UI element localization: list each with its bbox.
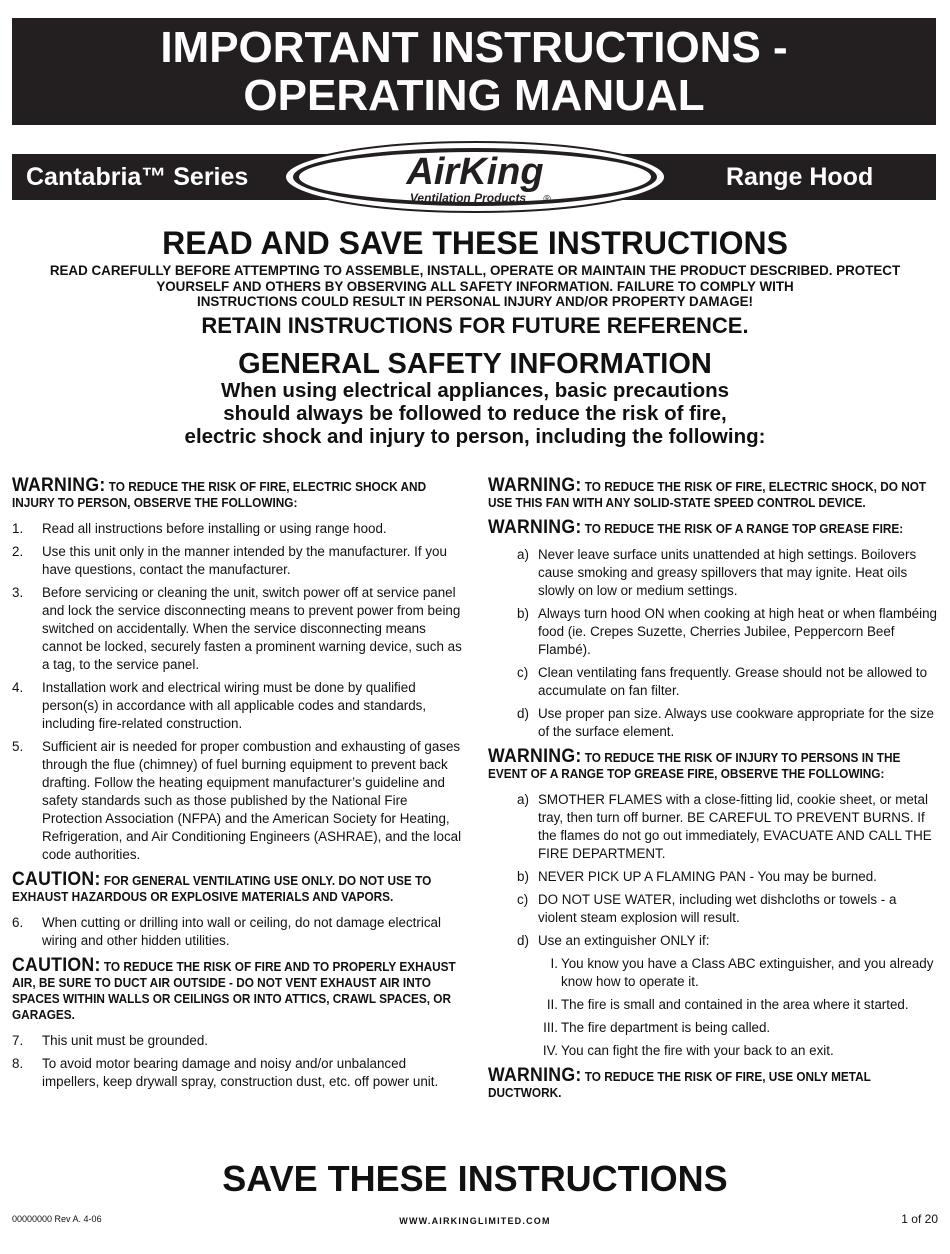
list-item (12, 543, 462, 579)
caution-label: CAUTION: (12, 869, 101, 890)
caution-ventilating-use (12, 869, 462, 905)
list-item (488, 1042, 938, 1060)
list-item-number: d) (517, 933, 529, 948)
caution-duct-outside (12, 955, 462, 1023)
list-item-number: a) (517, 547, 529, 562)
list-item (488, 932, 938, 950)
list-item (488, 868, 938, 886)
list-item-number: a) (517, 792, 529, 807)
intro-line-3: electric shock and injury to person, including the following: (184, 425, 766, 448)
list-item (488, 605, 938, 659)
list-item-text: SMOTHER FLAMES with a close-fitting lid, cookie sheet, or metal tray, then turn off burner. BE CAREFUL TO PREVENT BURNS. If the flames do not go out immediately, EVACUATE AND CALL THE FIRE DEPARTMENT. (538, 792, 932, 861)
list-item-number: 4. (12, 680, 24, 695)
warning-fire-shock-injury (12, 475, 462, 511)
notice-line-2: YOURSELF AND OTHERS BY OBSERVING ALL SAFETY INFORMATION. FAILURE TO COMPLY WITH (156, 278, 794, 294)
caution-text: TO REDUCE THE RISK OF FIRE AND TO PROPERLY EXHAUST AIR, BE SURE TO DUCT AIR OUTSIDE - DO NOT VENT EXHAUST AIR INTO SPACES WITHIN WALLS OR CEILINGS OR INTO ATTICS, CRAWL SPACES, OR GARAGES. (12, 960, 456, 1022)
list-item (488, 996, 938, 1014)
list-item-number: 2. (12, 544, 24, 559)
notice-line-3: INSTRUCTIONS COULD RESULT IN PERSONAL INJURY AND/OR PROPERTY DAMAGE! (197, 294, 753, 309)
logo-subtitle: Ventilation Products (409, 191, 527, 205)
list-item-text: To avoid motor bearing damage and noisy and/or unbalanced impellers, keep drywall spray, construction dust, etc. off power unit. (42, 1056, 439, 1089)
list-item (12, 584, 462, 674)
list-item (12, 738, 462, 864)
numbered-list-1 (12, 520, 462, 864)
logo-oval (283, 140, 667, 214)
warning-text: TO REDUCE THE RISK OF INJURY TO PERSONS IN THE EVENT OF A RANGE TOP GREASE FIRE, OBSERVE THE FOLLOWING: (488, 751, 901, 781)
list-item-text: You know you have a Class ABC extinguisher, and you already know how to operate it. (561, 956, 934, 989)
list-item-number: 8. (12, 1056, 24, 1071)
list-item-text: Clean ventilating fans frequently. Grease should not be allowed to accumulate on fan filter. (538, 665, 928, 698)
airking-logo (283, 140, 667, 214)
list-item-number: c) (517, 665, 529, 680)
product-type: Range Hood (726, 163, 874, 191)
list-item-number: I. (550, 956, 558, 971)
list-item (488, 891, 938, 927)
list-item (488, 546, 938, 600)
read-carefully-notice (12, 263, 938, 310)
warning-speed-control (488, 475, 938, 511)
list-item-number: 1. (12, 521, 24, 536)
intro-line-1: When using electrical appliances, basic precautions (220, 379, 730, 402)
warning-grease-fire (488, 517, 938, 538)
list-item-number: II. (546, 997, 558, 1012)
numbered-list-2 (12, 914, 462, 950)
page-number: 1 of 20 (901, 1212, 938, 1226)
list-item (12, 520, 462, 538)
warning-text: TO REDUCE THE RISK OF FIRE, ELECTRIC SHOCK, DO NOT USE THIS FAN WITH ANY SOLID-STATE SPEED CONTROL DEVICE. (488, 480, 927, 510)
title-line-2: OPERATING MANUAL (243, 70, 705, 120)
title-banner (12, 18, 936, 125)
list-item-number: III. (543, 1020, 558, 1035)
list-item-number: b) (517, 606, 529, 621)
warning-label: WARNING: (488, 746, 582, 767)
list-item-text: The fire department is being called. (561, 1020, 771, 1035)
warning-label: WARNING: (488, 475, 582, 496)
warning-label: WARNING: (488, 517, 582, 538)
series-name: Cantabria™ Series (26, 163, 249, 191)
list-item (488, 664, 938, 700)
list-item (488, 1019, 938, 1037)
read-save-heading: READ AND SAVE THESE INSTRUCTIONS (162, 225, 788, 261)
list-item (12, 914, 462, 950)
list-item (488, 955, 938, 991)
warning-text: TO REDUCE THE RISK OF A RANGE TOP GREASE FIRE: (581, 522, 904, 536)
list-item (488, 791, 938, 863)
list-item-text: NEVER PICK UP A FLAMING PAN - You may be burned. (538, 869, 877, 884)
list-item (12, 679, 462, 733)
general-safety-intro (0, 379, 950, 448)
list-item-number: c) (517, 892, 529, 907)
list-item-text: The fire is small and contained in the area where it started. (561, 997, 909, 1012)
list-item-text: Never leave surface units unattended at high settings. Boilovers cause smoking and greasy spillovers that may ignite. Heat oils slowly on low or medium settings. (538, 547, 917, 598)
extinguisher-conditions-list (488, 955, 938, 1060)
list-item-text: Use an extinguisher ONLY if: (538, 933, 710, 948)
list-item-text: Read all instructions before installing or using range hood. (42, 521, 387, 536)
list-item-text: This unit must be grounded. (42, 1033, 208, 1048)
list-item-number: 6. (12, 915, 24, 930)
list-item-number: 3. (12, 585, 24, 600)
title-line-1: IMPORTANT INSTRUCTIONS - (160, 22, 788, 72)
caution-text: FOR GENERAL VENTILATING USE ONLY. DO NOT USE TO EXHAUST HAZARDOUS OR EXPLOSIVE MATERIALS AND VAPORS. (12, 874, 432, 904)
list-item-text: Always turn hood ON when cooking at high heat or when flambéing food (ie. Crepes Suzette, Cherries Jubilee, Peppercorn Beef Flambé). (538, 606, 937, 657)
list-item-text: When cutting or drilling into wall or ceiling, do not damage electrical wiring and other hidden utilities. (42, 915, 441, 948)
list-item-text: Sufficient air is needed for proper combustion and exhausting of gases through the flue (chimney) of fuel burning equipment to prevent back drafting. Follow the heating equipment manufacturer’s guideline and safety standards such as those published by the National Fire Protection Association (NFPA) and the American Society for Heating, Refrigeration, and Air Conditioning Engineers (ASHRAE), and the local code authorities. (42, 739, 462, 862)
logo-wordmark: AirKing (406, 151, 544, 193)
logo-registered: ® (543, 194, 551, 205)
warning-text: TO REDUCE THE RISK OF FIRE, ELECTRIC SHOCK AND INJURY TO PERSON, OBSERVE THE FOLLOWING: (12, 480, 427, 510)
list-item-text: Before servicing or cleaning the unit, switch power off at service panel and lock the service disconnecting means to prevent power from being switched on accidentally. When the service disconnecting means cannot be locked, securely fasten a prominent warning device, such as a tag, to the service panel. (42, 585, 462, 672)
notice-line-1: READ CAREFULLY BEFORE ATTEMPTING TO ASSEMBLE, INSTALL, OPERATE OR MAINTAIN THE PRODUCT DESCRIBED. PROTECT (49, 263, 901, 278)
document-id: 00000000 Rev A. 4-06 (12, 1214, 102, 1224)
retain-heading: RETAIN INSTRUCTIONS FOR FUTURE REFERENCE. (201, 313, 749, 338)
list-item-number: 5. (12, 739, 24, 754)
save-instructions-heading: SAVE THESE INSTRUCTIONS (222, 1158, 728, 1199)
list-item-number: IV. (542, 1043, 558, 1058)
right-column (488, 475, 938, 1110)
list-item-text: Use this unit only in the manner intended by the manufacturer. If you have questions, contact the manufacturer. (42, 544, 447, 577)
list-item-number: 7. (12, 1033, 24, 1048)
list-item-number: b) (517, 869, 529, 884)
fire-response-list (488, 791, 938, 950)
general-safety-heading: GENERAL SAFETY INFORMATION (238, 348, 712, 380)
warning-metal-ductwork (488, 1065, 938, 1101)
intro-line-2: should always be followed to reduce the risk of fire, (223, 402, 727, 425)
caution-label: CAUTION: (12, 955, 101, 976)
warning-grease-fire-injury (488, 746, 938, 782)
list-item (12, 1032, 462, 1050)
warning-text: TO REDUCE THE RISK OF FIRE, USE ONLY METAL DUCTWORK. (488, 1070, 871, 1100)
list-item (12, 1055, 462, 1091)
warning-label: WARNING: (488, 1065, 582, 1086)
warning-label: WARNING: (12, 475, 106, 496)
list-item-text: Installation work and electrical wiring must be done by qualified person(s) in accordance with all applicable codes and standards, including fire-related construction. (42, 680, 427, 731)
list-item-text: You can fight the fire with your back to an exit. (561, 1043, 834, 1058)
list-item (488, 705, 938, 741)
list-item-text: DO NOT USE WATER, including wet dishcloths or towels - a violent steam explosion will result. (538, 892, 897, 925)
numbered-list-3 (12, 1032, 462, 1091)
list-item-text: Use proper pan size. Always use cookware appropriate for the size of the surface element. (538, 706, 934, 739)
grease-fire-list (488, 546, 938, 741)
website-link[interactable]: WWW.AIRKINGLIMITED.COM (399, 1216, 551, 1226)
list-item-number: d) (517, 706, 529, 721)
left-column (12, 475, 462, 1096)
